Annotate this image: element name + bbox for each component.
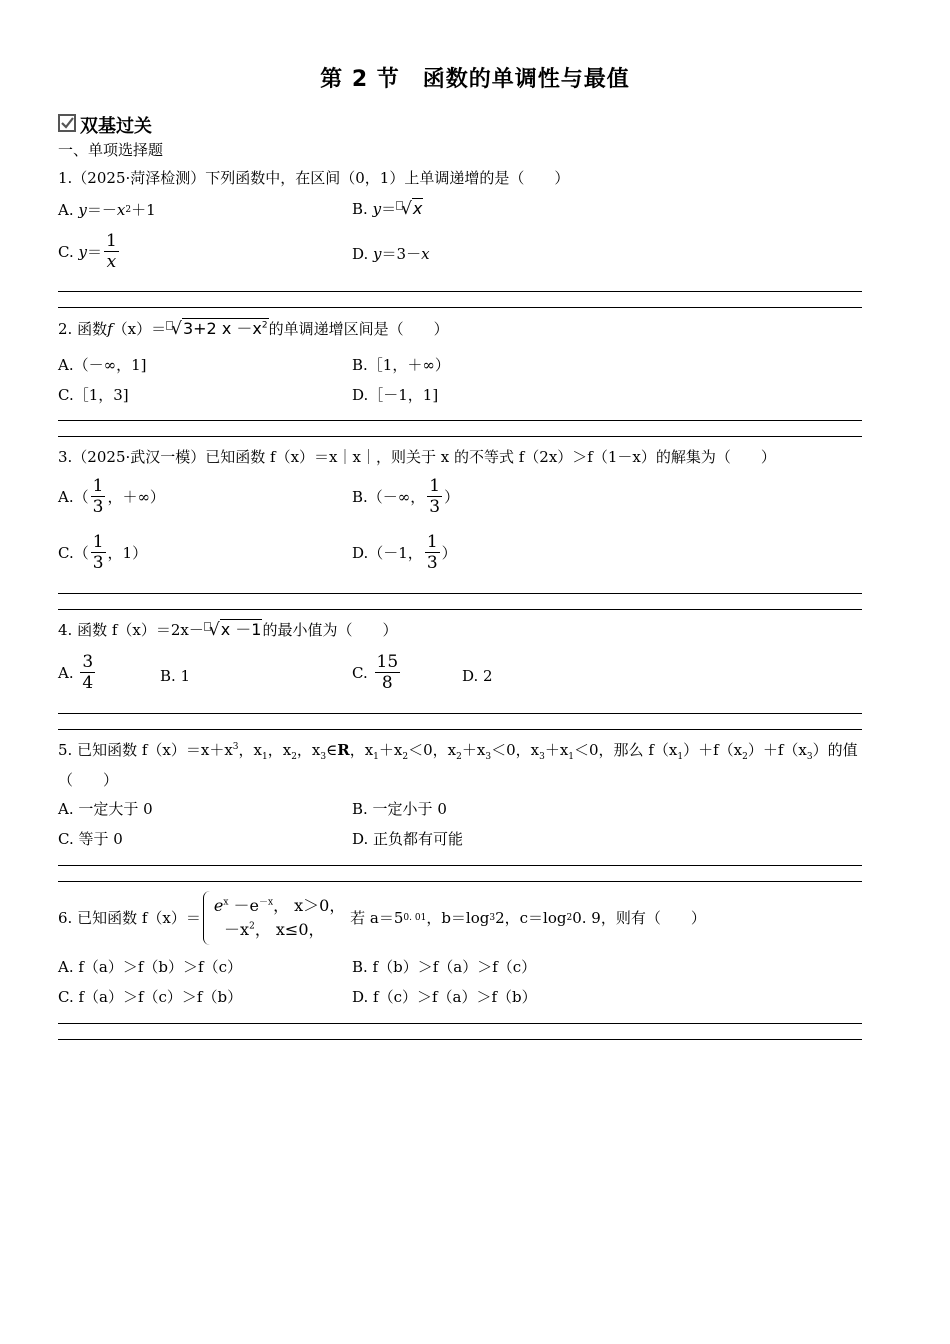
answer-line	[58, 420, 862, 421]
question-3-stem: 3.（2025·武汉一模）已知函数 f（x）＝x｜x｜，则关于 x 的不等式 f（2x）＞f（1－x）的解集为（ ）	[58, 448, 776, 466]
q4-option-d[interactable]: D. 2	[462, 667, 493, 685]
q6-option-a[interactable]: A. f（a）＞f（b）＞f（c）	[58, 958, 242, 976]
q3-option-c[interactable]: C.（ $\frac{1}{3}$ ，1）	[58, 532, 148, 573]
q2-option-d[interactable]: D.［－1，1]	[352, 386, 439, 404]
q2-option-c[interactable]: C.［1，3]	[58, 386, 129, 404]
question-4-stem: 4. 函数 f（x）＝2x－ √ x －1 的最小值为（ ）	[58, 620, 398, 640]
q4-option-a[interactable]: A. $\frac{3}{4}$	[58, 652, 94, 693]
answer-line	[58, 609, 862, 610]
answer-line	[58, 1039, 862, 1040]
q2-option-b[interactable]: B.［1，＋∞）	[352, 356, 450, 374]
q5-option-d[interactable]: D. 正负都有可能	[352, 830, 464, 848]
q5-option-a[interactable]: A. 一定大于 0	[58, 800, 153, 818]
fraction: $\frac{1}{3}$	[429, 476, 441, 517]
fraction: $\frac{1}{3}$	[426, 532, 438, 573]
fraction: $\frac{1}{3}$	[92, 476, 104, 517]
piecewise-cases: $e^x -e^{-x}$， x＞0， $-x^2$， x≤0，	[213, 896, 346, 939]
fraction: $\frac{1}{x}$	[106, 231, 117, 272]
answer-line	[58, 1023, 862, 1024]
radical: √ 3+2 $x -x^2$	[166, 318, 268, 339]
q3-option-d[interactable]: D.（－1， $\frac{1}{3}$ ）	[352, 532, 457, 573]
answer-line	[58, 436, 862, 437]
q4-option-b[interactable]: B. 1	[160, 667, 191, 685]
question-2-stem: 2. 函数 f （x）＝ √ 3+2 $x -x^2$ 的单调递增区间是（ ）	[58, 319, 449, 339]
answer-line	[58, 291, 862, 292]
question-5-paren: （ ）	[58, 771, 119, 789]
q6-option-b[interactable]: B. f（b）＞f（a）＞f（c）	[352, 958, 537, 976]
question-6-stem: 6. 已知函数 f（x）＝ $e^x -e^{-x}$， x＞0， $-x^2$， x≤0， 若 a＝5 0. 01 ，b＝log 3 2，c＝log 2 0. 9，则有（ ）	[58, 891, 706, 945]
section-label: 双基过关	[80, 116, 152, 137]
sub-heading: 一、单项选择题	[58, 141, 164, 159]
fraction: $\frac{3}{4}$	[82, 652, 94, 693]
section-heading	[58, 112, 152, 138]
fraction: $\frac{15}{8}$	[376, 652, 399, 693]
checkbox-icon	[58, 114, 76, 137]
q6-option-c[interactable]: C. f（a）＞f（c）＞f（b）	[58, 988, 243, 1006]
q1-option-c[interactable]: C. y ＝ $\frac{1}{x}$	[58, 231, 117, 272]
question-1-stem: 1.（2025·菏泽检测）下列函数中，在区间（0，1）上单调递增的是（ ）	[58, 169, 570, 187]
answer-line	[58, 593, 862, 594]
q1-option-d[interactable]: D. y ＝3－ x	[352, 245, 430, 263]
fraction: $\frac{1}{3}$	[92, 532, 104, 573]
q1-option-b[interactable]: B. y ＝ √ x	[352, 199, 423, 219]
answer-line	[58, 713, 862, 714]
q5-option-c[interactable]: C. 等于 0	[58, 830, 123, 848]
radical: √ x －1	[204, 619, 263, 640]
answer-line	[58, 729, 862, 730]
answer-line	[58, 307, 862, 308]
page-title: 第 2 节 函数的单调性与最值	[320, 67, 630, 92]
question-5-stem: 5. 已知函数 $f(x)=x+x^3$，$x_1$，$x_2$，$x_3\in R$，$x_1+x_2<0$，$x_2+x_3<0$，$x_3+x_1<0$，那么 $f(x_1)+f(x_2)+f(x_3)$的值	[58, 741, 858, 762]
q3-option-b[interactable]: B.（－∞， $\frac{1}{3}$ ）	[352, 476, 460, 517]
piecewise-brace	[203, 891, 210, 945]
q5-option-b[interactable]: B. 一定小于 0	[352, 800, 447, 818]
answer-line	[58, 865, 862, 866]
q1-option-a[interactable]: A. y ＝－ x 2 ＋1	[58, 201, 156, 219]
q4-option-c[interactable]: C. $\frac{15}{8}$	[352, 652, 399, 693]
q2-option-a[interactable]: A.（－∞，1]	[58, 356, 147, 374]
radical: √ x	[396, 198, 423, 219]
answer-line	[58, 881, 862, 882]
q6-option-d[interactable]: D. f（c）＞f（a）＞f（b）	[352, 988, 537, 1006]
q3-option-a[interactable]: A.（ $\frac{1}{3}$ ，＋∞）	[58, 476, 165, 517]
